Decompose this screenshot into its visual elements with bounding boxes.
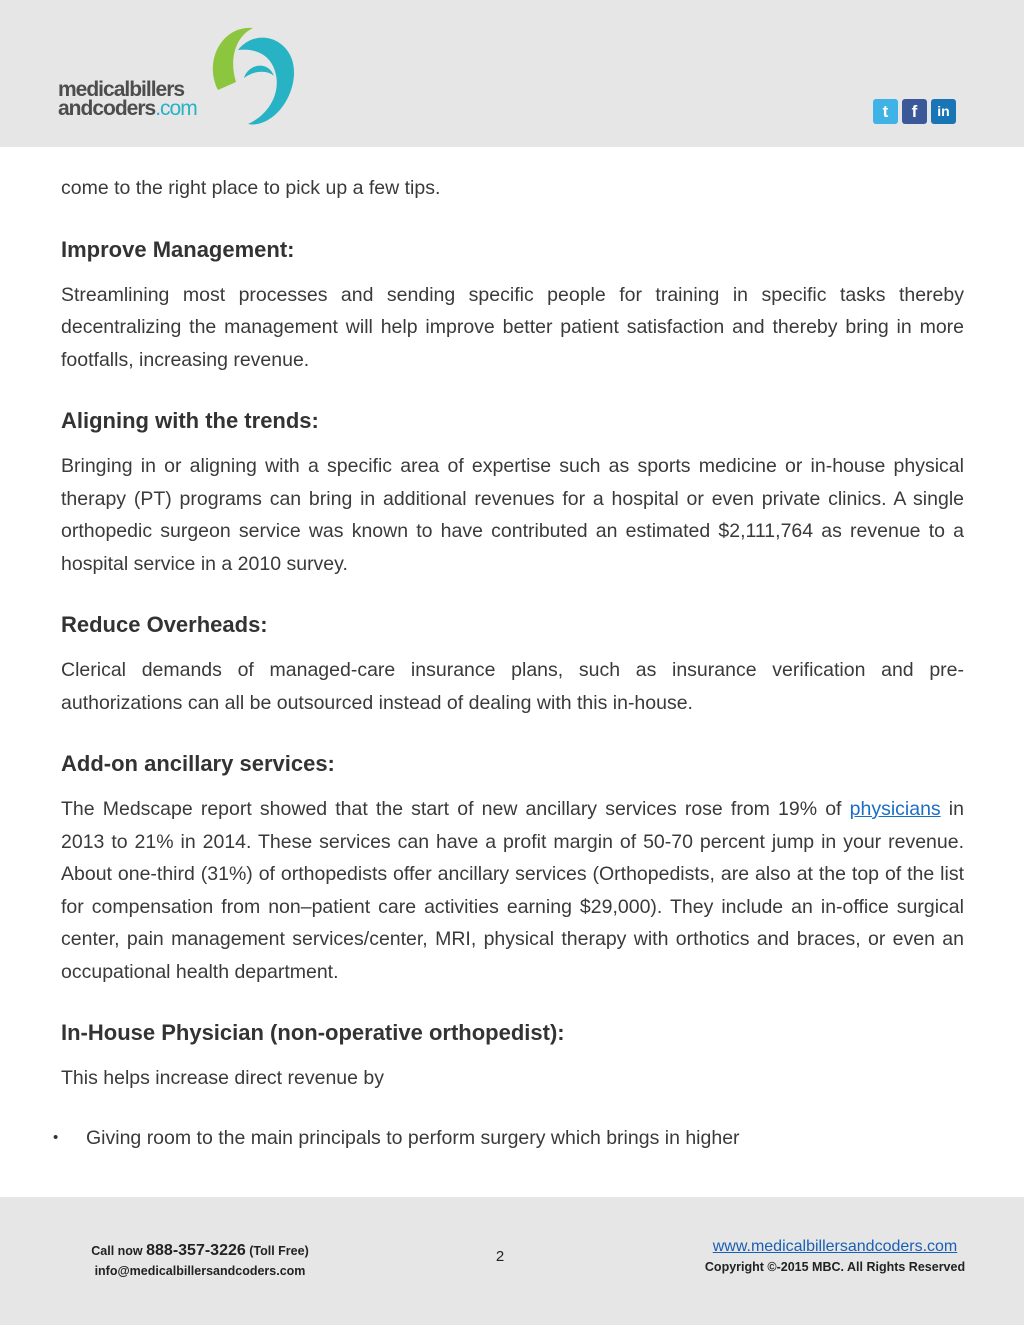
logo-mark-icon [198, 20, 298, 130]
paragraph-aligning-trends: Bringing in or aligning with a specific area of expertise such as sports medicine or in-house physical therapy (PT) programs can bring in additional revenues for a hospital or even private clinics. A single orthopedic surgeon service was known to have contributed an estimated $2,111,764 as revenue to a hospital service in a 2010 survey. [61, 455, 964, 575]
logo-line2: andcoders.com [58, 97, 197, 120]
paragraph-ancillary-services: The Medscape report showed that the start of new ancillary services rose from 19% of physicians in 2013 to 21% in 2014. These services can have a profit margin of 50-70 percent jump in your revenue. About one-third (31%) of orthopedists offer ancillary services (Orthopedists, are also at the top of the list for compensation from non–patient care activities earning $29,000). They include an in-office surgical center, pain management services/center, MRI, physical therapy with orthotics and braces, or even an occupational health department. [61, 798, 964, 983]
heading-in-house-physician: In-House Physician (non-operative orthopedist): [61, 1020, 565, 1045]
linkedin-icon[interactable]: in [931, 99, 956, 124]
paragraph-reduce-overheads: Clerical demands of managed-care insurance plans, such as insurance verification and pre-authorizations can all be outsourced instead of dealing with this in-house. [61, 659, 964, 714]
logo-wordmark [58, 80, 197, 118]
paragraph-improve-management: Streamlining most processes and sending specific people for training in specific tasks thereby decentralizing the management will help improve better patient satisfaction and thereby bring in more footfalls, increasing revenue. [61, 283, 964, 371]
heading-reduce-overheads: Reduce Overheads: [61, 612, 268, 637]
heading-aligning-trends: Aligning with the trends: [61, 408, 319, 433]
page-number: 2 [495, 1248, 505, 1265]
heading-ancillary-services: Add-on ancillary services: [61, 751, 335, 776]
heading-improve-management: Improve Management: [61, 236, 295, 262]
page-footer [0, 1197, 1024, 1325]
twitter-icon[interactable]: t [873, 99, 898, 124]
footer-site [690, 1237, 980, 1277]
intro-paragraph: come to the right place to pick up a few tips. [61, 177, 441, 199]
social-links [873, 99, 956, 125]
website-link[interactable]: www.medicalbillersandcoders.com [712, 1238, 958, 1255]
logo-line1: medicalbillers [58, 78, 185, 101]
article-body [61, 172, 964, 1154]
paragraph-in-house-physician: This helps increase direct revenue by [61, 1067, 384, 1089]
physicians-link[interactable]: physicians [849, 798, 941, 820]
company-logo[interactable] [58, 20, 298, 132]
footer-email[interactable]: info@medicalbillersandcoders.com [94, 1264, 306, 1278]
phone-number[interactable]: 888-357-3226 [146, 1242, 246, 1259]
footer-call-line: Call now 888-357-3226 (Toll Free) [91, 1242, 309, 1259]
footer-contact [70, 1241, 330, 1281]
copyright-text: Copyright ©-2015 MBC. All Rights Reserved [704, 1260, 966, 1274]
list-item: • Giving room to the main principals to perform surgery which brings in higher [61, 1122, 964, 1155]
facebook-icon[interactable]: f [902, 99, 927, 124]
page-header [0, 0, 1024, 147]
